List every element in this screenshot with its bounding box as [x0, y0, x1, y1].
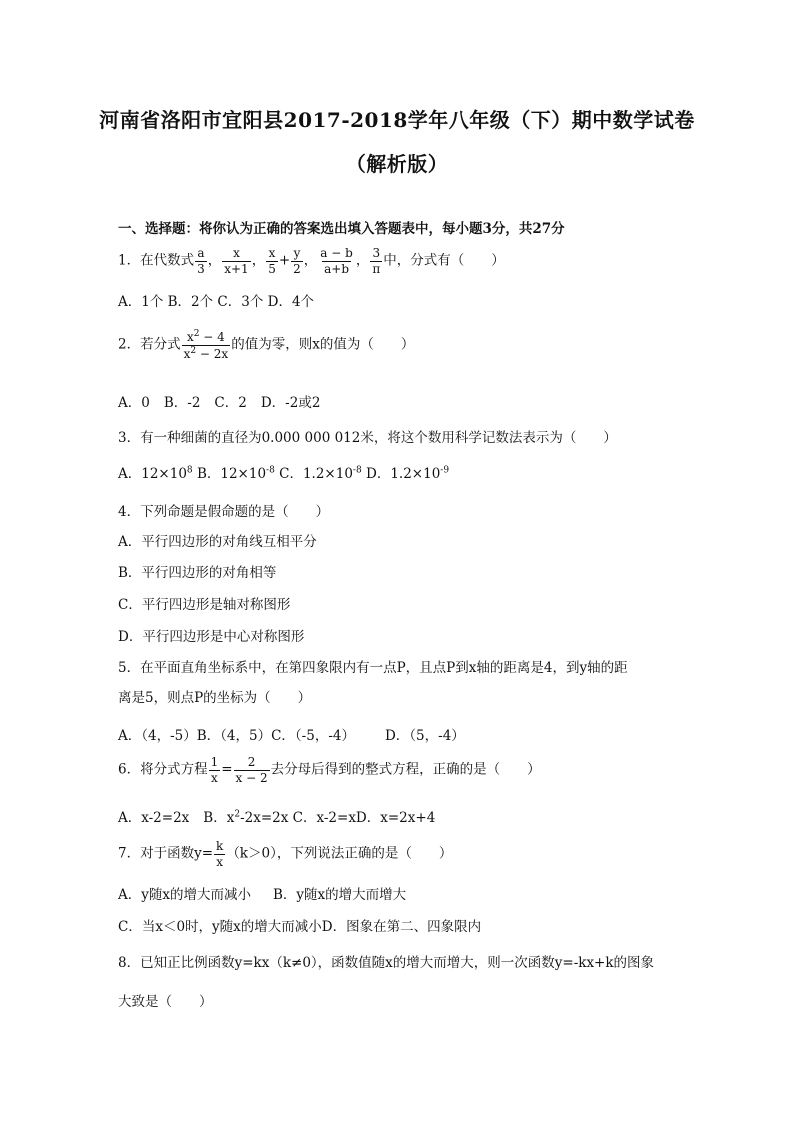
fraction-denominator: x [216, 854, 224, 869]
plus-sign: + [278, 252, 291, 269]
fraction-denominator: x − 2 [235, 770, 268, 785]
title-line-2: （解析版） [345, 152, 449, 176]
fraction-x-over-5 [266, 247, 278, 275]
fraction-numerator: $x^2 - 4$ [186, 329, 225, 344]
question-8-stem-line-1: 8．已知正比例函数y=kx（k≠0），函数值随x的增大而增大，则一次函数y=-kx+k的图象 [118, 955, 655, 971]
fraction-denominator: $x^2 - 2x$ [183, 345, 229, 361]
fraction-numerator: y [293, 246, 301, 260]
q7-suffix: （k＞0），下列说法正确的是（ ） [226, 845, 453, 862]
fraction-a-minus-b-over-a-plus-b [318, 247, 355, 275]
q6-suffix: 去分母后得到的整式方程，正确的是（ ） [270, 761, 541, 778]
fraction-numerator: 1 [210, 755, 219, 769]
equals-sign: = [221, 761, 233, 778]
question-3-stem: 3．有一种细菌的直径为0.000 000 012米，将这个数用科学记数法表示为（ ） [118, 430, 617, 446]
question-6-options: A．x-2=2x B．$x^2-2x=2x$ C．x-2=xD．x=2x+4 [118, 809, 436, 826]
fraction-denominator: x [211, 770, 218, 785]
question-5-stem-line-2: 离是5，则点P的坐标为（ ） [118, 690, 312, 706]
question-4-stem: 4．下列命题是假命题的是（ ） [118, 504, 330, 520]
fraction-numerator: 3 [372, 246, 381, 260]
fraction-1-over-x [209, 756, 221, 784]
separator: ， [303, 252, 318, 269]
title-line-1: 河南省洛阳市宜阳县2017-2018学年八年级（下）期中数学试卷 [99, 108, 695, 132]
question-3-options: A．$12\times 10^8$ B．$12\times 10^{-8}$ C．$1.2\times 10^{-8}$ D．$1.2\times 10^{-9}$ [118, 465, 450, 482]
question-6-stem [118, 756, 541, 784]
fraction-a-over-3 [195, 247, 207, 275]
q2-prefix: 2．若分式 [118, 336, 181, 353]
fraction-numerator: 2 [247, 755, 256, 769]
separator: ， [207, 252, 222, 269]
question-5-stem-line-1: 5．在平面直角坐标系中，在第四象限内有一点P，且点P到x轴的距离是4，到y轴的距 [118, 660, 628, 676]
fraction-numerator: x [268, 246, 276, 260]
fraction-denominator: a+b [324, 261, 349, 276]
option-c: C．2 [214, 395, 247, 411]
fraction-y-over-2 [291, 247, 303, 275]
question-7-stem [118, 840, 452, 868]
fraction-numerator: x [233, 246, 240, 260]
fraction-denominator: 3 [197, 261, 205, 276]
fraction-k-over-x [214, 840, 225, 868]
fraction-denominator: x+1 [224, 261, 249, 276]
fraction-numerator: a [197, 246, 205, 260]
question-1-stem [118, 247, 505, 275]
separator: ， [355, 252, 370, 269]
fraction-x-over-x-plus-1 [222, 247, 250, 275]
fraction-2-over-x-minus-2 [234, 756, 270, 784]
separator: ， [251, 252, 266, 269]
fraction-x2-minus-4-over-x2-minus-2x [182, 330, 231, 360]
q1-prefix: 1．在代数式 [118, 252, 195, 269]
section-heading: 一、选择题：将你认为正确的答案选出填入答题表中，每小题3分，共27分 [118, 221, 565, 237]
fraction-denominator: 5 [268, 261, 276, 276]
q2-suffix: 的值为零，则x的值为（ ） [231, 336, 415, 353]
fraction-numerator: a − b [320, 246, 353, 260]
q7-prefix: 7．对于函数y= [118, 845, 214, 862]
question-4-option-b: B．平行四边形的对角相等 [118, 565, 277, 581]
question-4-option-c: C．平行四边形是轴对称图形 [118, 597, 291, 613]
q1-suffix: 中，分式有（ ） [383, 252, 505, 269]
question-7-options-ab: A．y随x的增大而减小 B．y随x的增大而增大 [118, 887, 407, 903]
fraction-denominator: 2 [293, 261, 301, 276]
option-b: B．-2 [163, 395, 201, 411]
fraction-3-over-pi [370, 247, 382, 275]
question-2-stem [118, 330, 414, 360]
option-a: A．0 [118, 395, 150, 411]
question-1-options: A．1个 B．2个 C．3个 D．4个 [118, 294, 315, 310]
question-4-option-d: D．平行四边形是中心对称图形 [118, 629, 305, 645]
q6-prefix: 6．将分式方程 [118, 761, 208, 778]
question-4-option-a: A．平行四边形的对角线互相平分 [118, 534, 317, 550]
question-2-options [118, 391, 320, 411]
question-7-options-cd: C．当x＜0时，y随x的增大而减小D．图象在第二、四象限内 [118, 919, 482, 935]
fraction-denominator: π [372, 261, 381, 276]
question-5-options: A．（4，-5）B．（4，5）C．（-5，-4） D．（5，-4） [118, 728, 465, 744]
question-8-stem-line-2: 大致是（ ） [118, 994, 213, 1010]
fraction-numerator: k [216, 839, 224, 853]
option-d: D．-2或2 [260, 395, 321, 411]
